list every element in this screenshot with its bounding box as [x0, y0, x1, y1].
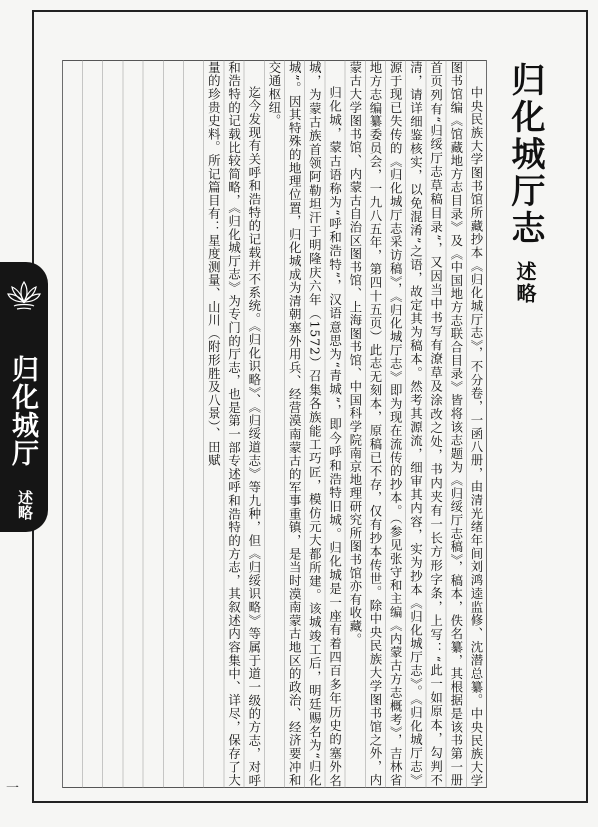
side-tab-subtitle: 述略 — [16, 490, 34, 520]
title-text: 归化城厅志 — [505, 62, 545, 247]
page-number: 一 — [6, 781, 20, 796]
paragraph-1: 中央民族大学图书馆所藏抄本《归化城厅志》，不分卷，一函八册，由清光绪年间刘鸿逵监修、沈潜总纂。中央民族大学图书馆编《馆藏地方志目录》及《中国地方志联合目录》皆将该志题为《归绥厅志稿》，稿本，佚名纂，其根据是该书第一册首页列有“归绥厅志草稿目录”，又因当中书写有潦草及涂改之处，书内夹有一长方形字条，上写：“此一如原本，勾判不清，请详细鉴核实，以免混淆”之语，故定其为稿本。然考其源流，细审其内容，实为抄本《归化城厅志》。《归化城厅志》源于现已失传的《归化城厅志采访稿》，《归化城厅志》即为现在流传的抄本。（参见张守和主编《内蒙古方志概考》，吉林省地方志编纂委员会，一九八五年，第四十五页）此志无刻本，原稿已不存，仅有抄本传世。除中央民族大学图书馆之外，内蒙古大学图书馆、内蒙古自治区图书馆、上海图书馆、中国科学院南京地理研究所图书馆亦有收藏。 — [347, 61, 484, 787]
paragraph-2: 归化城，蒙古语称为“呼和浩特”，汉语意思为“青城”，即今呼和浩特旧城。归化城是一座有着四百多年历史的塞外名城，为蒙古族首领阿勒坦汗于明隆庆六年（1572）召集各族能工巧匠，模仿元大都所建。该城竣工后，明廷赐名为“归化城”。因其特殊的地理位置，归化城成为清朝塞外用兵、经营漠南蒙古的军事重镇，是当时漠南蒙古地区的政治、经济要冲和交通枢纽。 — [266, 61, 343, 787]
lotus-icon — [6, 278, 42, 314]
body-text — [62, 60, 487, 788]
paragraph-3: 迄今发现有关呼和浩特的记载并不系统。《归化识略》、《归绥道志》等九种，但《归绥识略》等属于道一级的方志，对呼和浩特的记载比较简略，《归化城厅志》为专门的厅志，也是第一部专述呼和浩特的方志，其叙述内容集中、详尽，保存了大量的珍贵史料。所记篇目有：星度测量、山川（附形胜及八景）、田赋 — [206, 61, 262, 787]
title-subtitle: 述略 — [513, 261, 537, 305]
page-title — [500, 62, 550, 342]
side-tab-title: 归化城厅 — [7, 355, 38, 467]
